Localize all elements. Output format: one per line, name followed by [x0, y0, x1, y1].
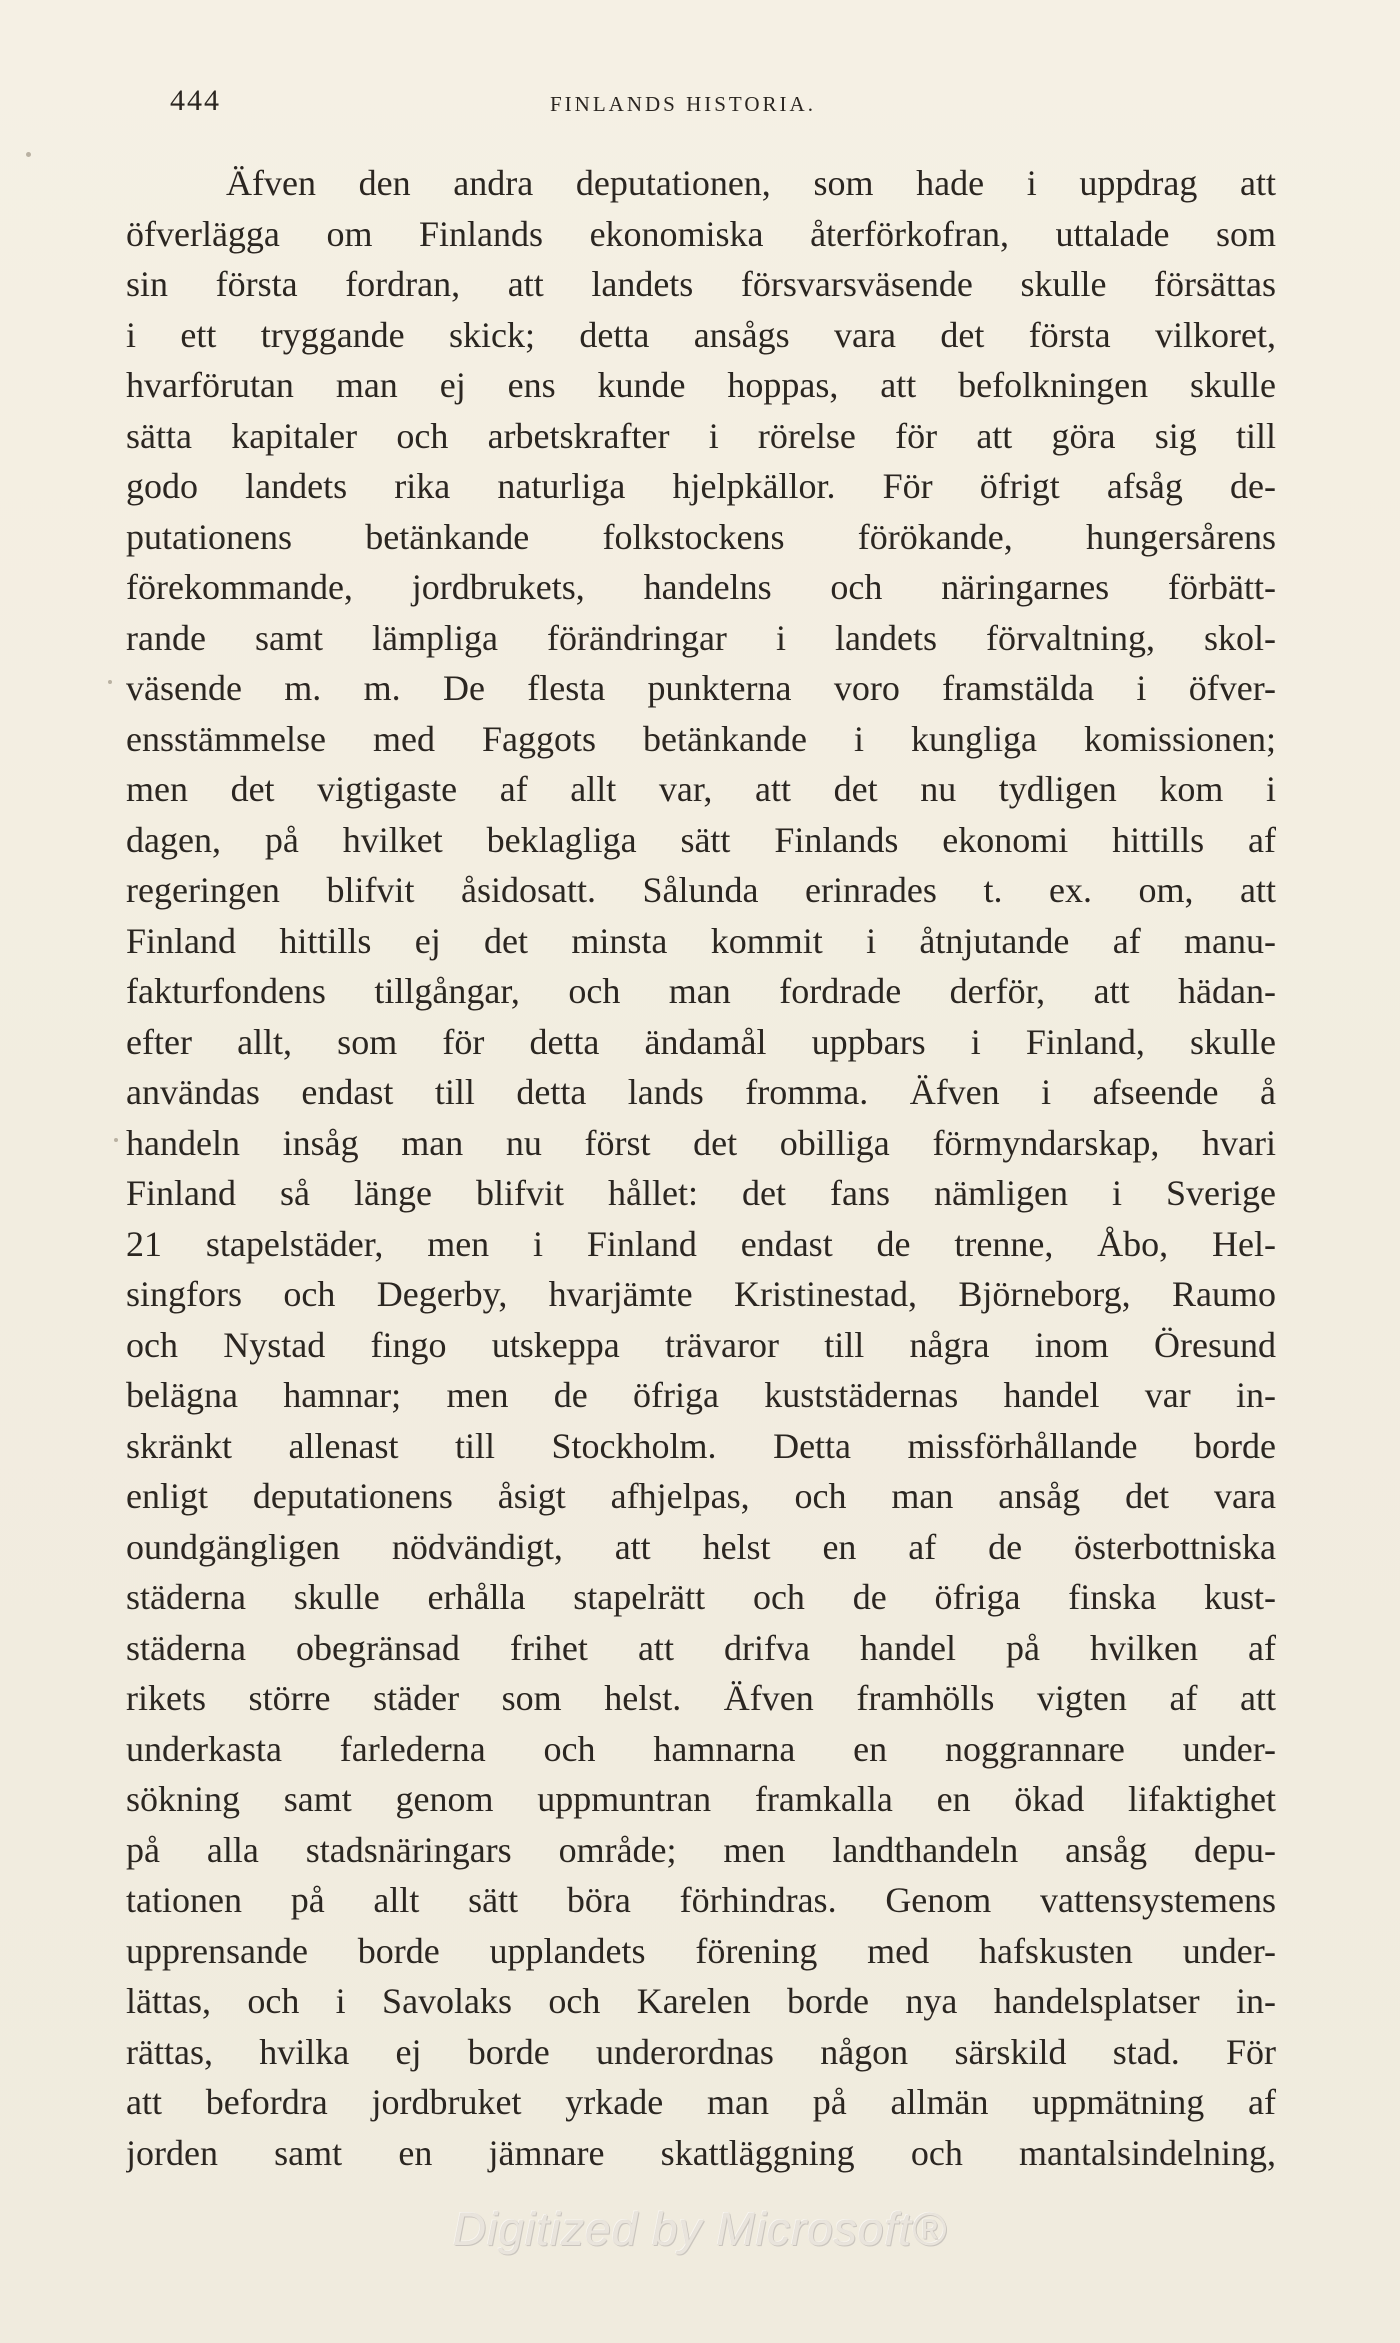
text-line: putationens betänkande folkstockens förökande, hungersårens [126, 516, 1276, 557]
text-line: belägna hamnar; men de öfriga kuststädernas handel var in- [126, 1375, 1276, 1415]
text-line: rättas, hvilka ej borde underordnas någon särskild stad. För [126, 2031, 1276, 2072]
text-line: användas endast till detta lands fromma. Äfven i afseende å [126, 1072, 1276, 1112]
text-line: väsende m. m. De flesta punkterna voro framstälda i öfver- [126, 668, 1276, 708]
text-line: öfverlägga om Finlands ekonomiska återförkofran, uttalade som [126, 213, 1276, 254]
text-line: men det vigtigaste af allt var, att det nu tydligen kom i [126, 769, 1276, 809]
text-line: och Nystad fingo utskeppa trävaror till några inom Öresund [126, 1324, 1276, 1365]
paper-speck [114, 1138, 118, 1142]
text-line: att befordra jordbruket yrkade man på allmän uppmätning af [126, 2082, 1276, 2122]
text-line: sökning samt genom uppmuntran framkalla en ökad lifaktighet [126, 1779, 1276, 1819]
text-line: handeln insåg man nu först det obilliga förmyndarskap, hvari [126, 1122, 1276, 1163]
text-line: städerna obegränsad frihet att drifva handel på hvilken af [126, 1627, 1276, 1668]
text-line: underkasta farlederna och hamnarna en noggrannare under- [126, 1728, 1276, 1769]
text-line: efter allt, som för detta ändamål uppbars i Finland, skulle [126, 1021, 1276, 1062]
text-line: upprensande borde upplandets förening med hafskusten under- [126, 1930, 1276, 1971]
text-line: skränkt allenast till Stockholm. Detta missförhållande borde [126, 1425, 1276, 1466]
text-line: enligt deputationens åsigt afhjelpas, och man ansåg det vara [126, 1476, 1276, 1516]
text-line: lättas, och i Savolaks och Karelen borde nya handelsplatser in- [126, 1981, 1276, 2021]
text-line: singfors och Degerby, hvarjämte Kristinestad, Björneborg, Raumo [126, 1274, 1276, 1314]
text-line: rande samt lämpliga förändringar i landets förvaltning, skol- [126, 617, 1276, 658]
text-line: godo landets rika naturliga hjelpkällor. För öfrigt afsåg de- [126, 466, 1276, 506]
text-line: sätta kapitaler och arbetskrafter i rörelse för att göra sig till [126, 415, 1276, 456]
text-line: dagen, på hvilket beklagliga sätt Finlands ekonomi hittills af [126, 819, 1276, 860]
text-line: i ett tryggande skick; detta ansågs vara det första vilkoret, [126, 314, 1276, 355]
digitization-watermark: Digitized by Microsoft® [452, 2203, 948, 2255]
text-line: oundgängligen nödvändigt, att helst en af de österbottniska [126, 1526, 1276, 1567]
text-line: på alla stadsnäringars område; men landthandeln ansåg depu- [126, 1829, 1276, 1870]
text-line: Äfven den andra deputationen, som hade i uppdrag att [226, 163, 1276, 203]
text-line: Finland så länge blifvit hållet: det fans nämligen i Sverige [126, 1173, 1276, 1213]
text-line: hvarförutan man ej ens kunde hoppas, att befolkningen skulle [126, 365, 1276, 405]
running-title: FINLANDS HISTORIA. [550, 92, 816, 116]
text-line: regeringen blifvit åsidosatt. Sålunda erinrades t. ex. om, att [126, 870, 1276, 910]
text-line: jorden samt en jämnare skattläggning och mantalsindelning, [126, 2132, 1276, 2173]
text-line: 21 stapelstäder, men i Finland endast de trenne, Åbo, Hel- [126, 1223, 1276, 1264]
text-line: städerna skulle erhålla stapelrätt och de öfriga finska kust- [126, 1577, 1276, 1617]
text-line: förekommande, jordbrukets, handelns och näringarnes förbätt- [126, 567, 1276, 607]
text-line: ensstämmelse med Faggots betänkande i kungliga komissionen; [126, 718, 1276, 759]
text-line: sin första fordran, att landets försvarsväsende skulle försättas [126, 264, 1276, 304]
page-number: 444 [170, 84, 221, 117]
paper-speck [26, 152, 31, 157]
text-line: Finland hittills ej det minsta kommit i åtnjutande af manu- [126, 920, 1276, 961]
paper-speck [108, 680, 112, 684]
running-head [170, 84, 1280, 124]
text-line: tationen på allt sätt böra förhindras. Genom vattensystemens [126, 1880, 1276, 1920]
body-text [126, 158, 1276, 2178]
text-line: fakturfondens tillgångar, och man fordrade derför, att hädan- [126, 971, 1276, 1011]
text-line: rikets större städer som helst. Äfven framhölls vigten af att [126, 1678, 1276, 1718]
